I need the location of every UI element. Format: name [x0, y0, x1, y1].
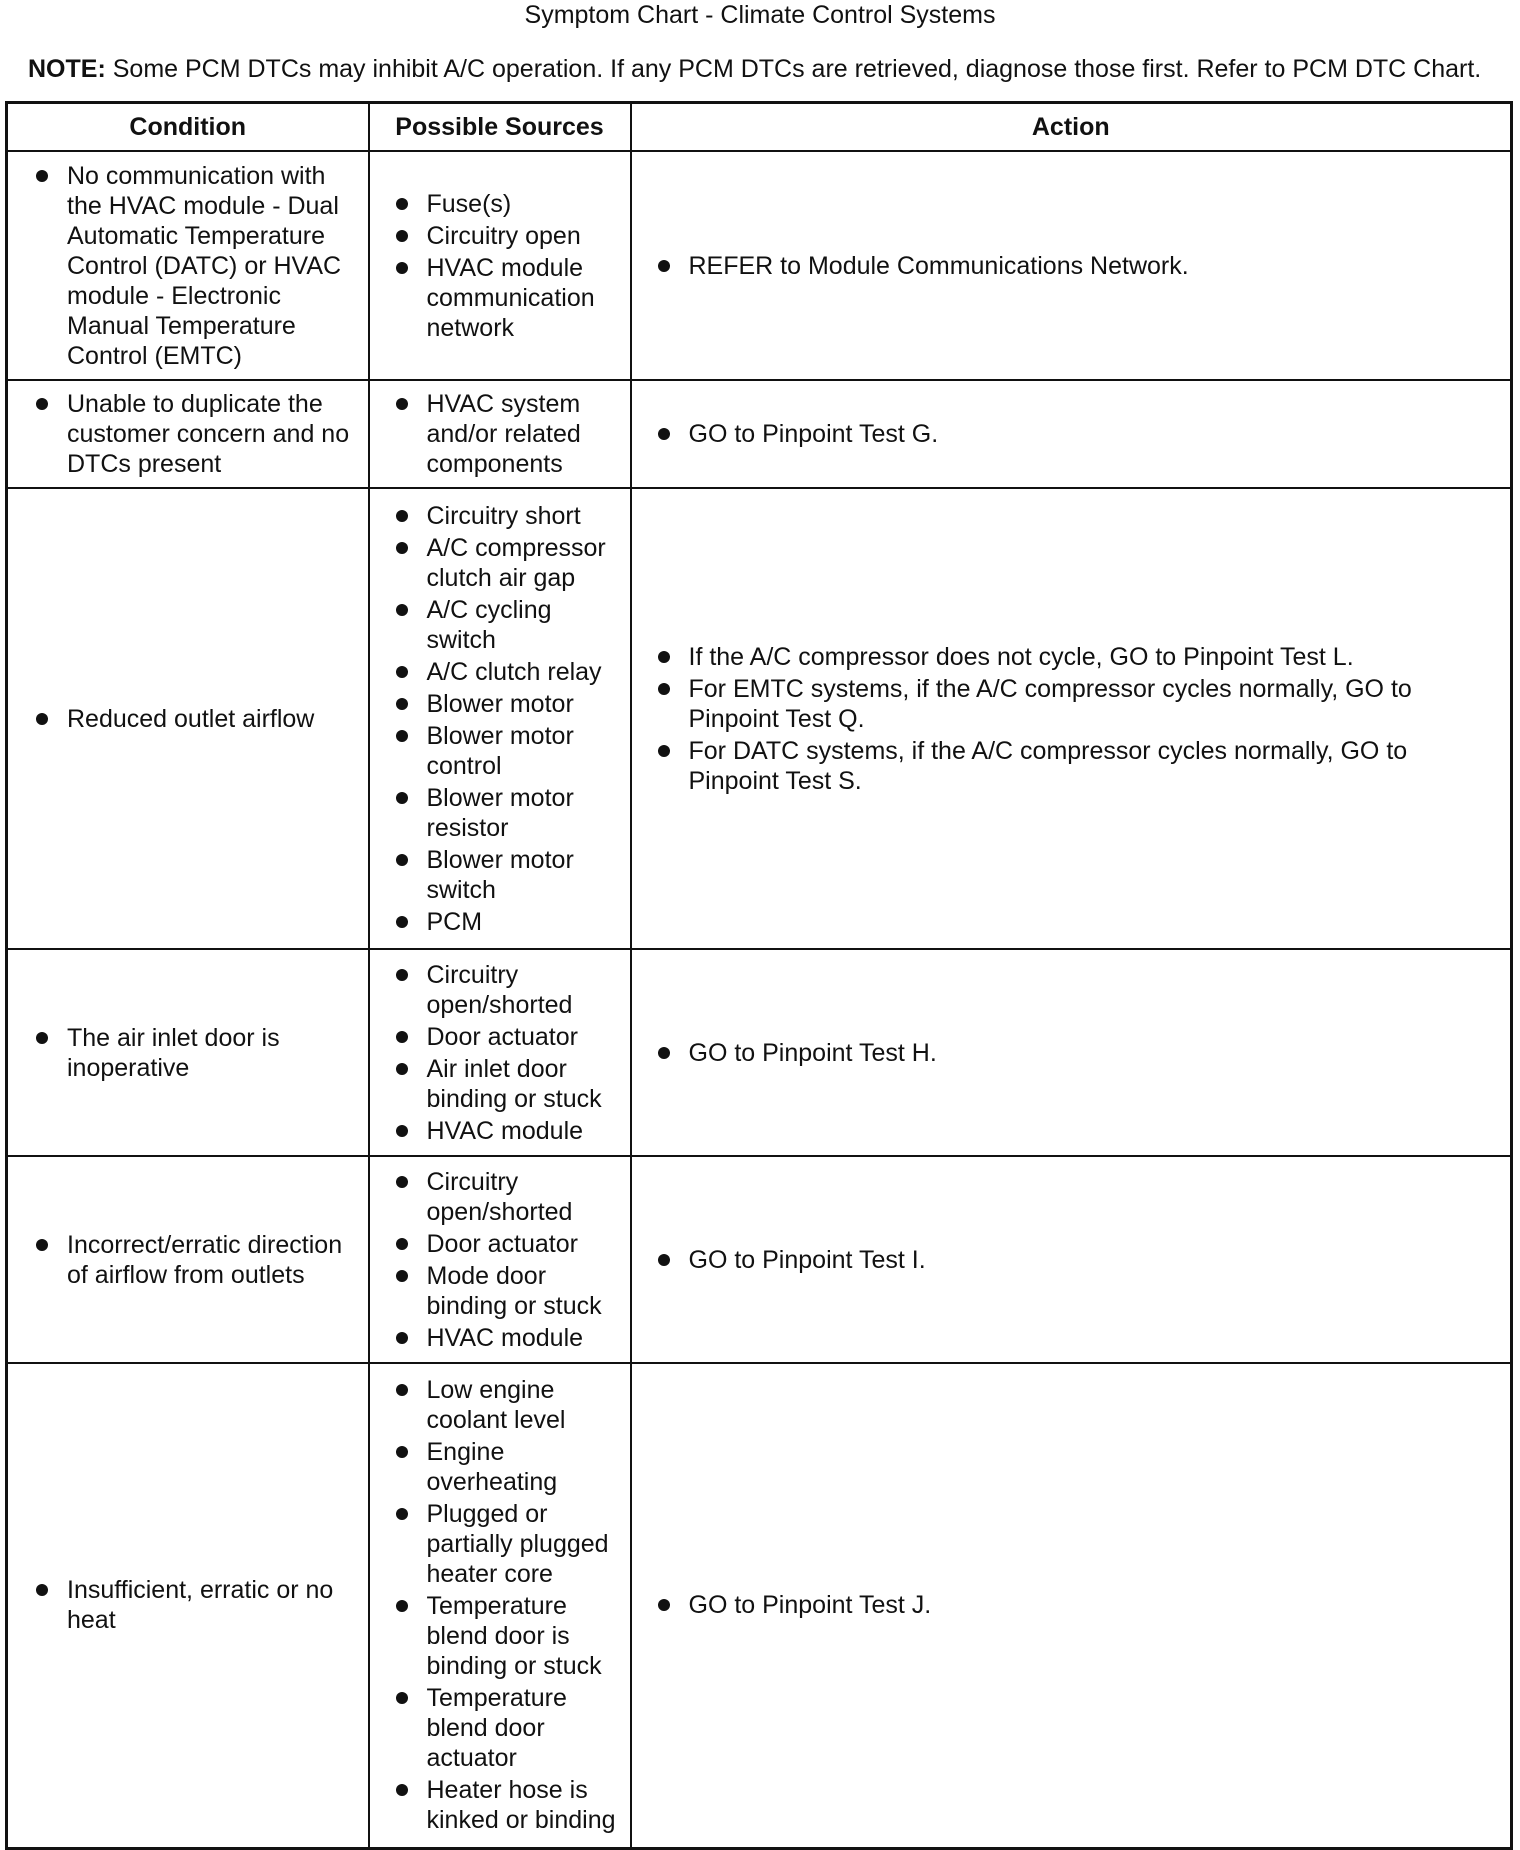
table-row: [7, 1363, 1512, 1848]
source-item: HVAC module communication network: [394, 253, 622, 343]
sources-cell: [369, 1156, 631, 1363]
source-item: Mode door binding or stuck: [394, 1261, 622, 1321]
note: [28, 54, 1508, 84]
source-item: Blower motor control: [394, 721, 622, 781]
symptom-chart-table: [5, 101, 1513, 1850]
sources-cell: [369, 380, 631, 488]
note-label: NOTE:: [28, 55, 106, 83]
source-item: Air inlet door binding or stuck: [394, 1054, 622, 1114]
table-row: [7, 949, 1512, 1156]
condition-cell: [7, 151, 369, 380]
action-item: For DATC systems, if the A/C compressor cycles normally, GO to Pinpoint Test S.: [656, 736, 1471, 796]
condition-item: The air inlet door is inoperative: [34, 1023, 354, 1083]
table-header-row: [7, 103, 1512, 152]
source-item: Blower motor: [394, 689, 622, 719]
header-action: Action: [631, 103, 1512, 152]
source-item: A/C compressor clutch air gap: [394, 533, 622, 593]
sources-cell: [369, 949, 631, 1156]
action-cell: [631, 380, 1512, 488]
header-possible-sources: Possible Sources: [369, 103, 631, 152]
source-item: HVAC module: [394, 1116, 622, 1146]
sources-cell: [369, 1363, 631, 1848]
condition-cell: [7, 1363, 369, 1848]
source-item: Door actuator: [394, 1022, 622, 1052]
source-item: HVAC system and/or related components: [394, 389, 622, 479]
condition-cell: [7, 488, 369, 949]
sources-cell: [369, 488, 631, 949]
source-item: HVAC module: [394, 1323, 622, 1353]
action-item: For EMTC systems, if the A/C compressor cycles normally, GO to Pinpoint Test Q.: [656, 674, 1471, 734]
action-cell: [631, 1156, 1512, 1363]
action-cell: [631, 949, 1512, 1156]
source-item: A/C clutch relay: [394, 657, 622, 687]
page-title: Symptom Chart - Climate Control Systems: [524, 1, 996, 29]
condition-item: Unable to duplicate the customer concern and no DTCs present: [34, 389, 354, 479]
condition-item: No communication with the HVAC module - Dual Automatic Temperature Control (DATC) or HVAC module - Electronic Manual Temperature Control (EMTC): [34, 161, 354, 371]
source-item: Circuitry open/shorted: [394, 1167, 622, 1227]
source-item: PCM: [394, 907, 622, 937]
action-item: If the A/C compressor does not cycle, GO to Pinpoint Test L.: [656, 642, 1471, 672]
condition-cell: [7, 1156, 369, 1363]
sources-cell: [369, 151, 631, 380]
source-item: Temperature blend door actuator: [394, 1683, 622, 1773]
source-item: Low engine coolant level: [394, 1375, 622, 1435]
action-item: GO to Pinpoint Test H.: [656, 1038, 1471, 1068]
table-row: [7, 380, 1512, 488]
condition-cell: [7, 949, 369, 1156]
action-item: GO to Pinpoint Test G.: [656, 419, 1471, 449]
source-item: Circuitry open: [394, 221, 622, 251]
condition-item: Insufficient, erratic or no heat: [34, 1575, 354, 1635]
condition-cell: [7, 380, 369, 488]
source-item: Engine overheating: [394, 1437, 622, 1497]
note-text: Some PCM DTCs may inhibit A/C operation. If any PCM DTCs are retrieved, diagnose those first. Refer to PCM DTC Chart.: [112, 55, 1482, 83]
source-item: Circuitry open/shorted: [394, 960, 622, 1020]
action-cell: [631, 1363, 1512, 1848]
source-item: Blower motor switch: [394, 845, 622, 905]
header-condition: Condition: [7, 103, 369, 152]
action-item: GO to Pinpoint Test I.: [656, 1245, 1471, 1275]
source-item: A/C cycling switch: [394, 595, 622, 655]
source-item: Fuse(s): [394, 189, 622, 219]
condition-item: Reduced outlet airflow: [34, 704, 354, 734]
source-item: Blower motor resistor: [394, 783, 622, 843]
action-item: GO to Pinpoint Test J.: [656, 1590, 1471, 1620]
table-row: [7, 1156, 1512, 1363]
action-cell: [631, 151, 1512, 380]
source-item: Door actuator: [394, 1229, 622, 1259]
table-row: [7, 151, 1512, 380]
source-item: Temperature blend door is binding or stuck: [394, 1591, 622, 1681]
action-item: REFER to Module Communications Network.: [656, 251, 1471, 281]
source-item: Heater hose is kinked or binding: [394, 1775, 622, 1835]
table-row: [7, 488, 1512, 949]
condition-item: Incorrect/erratic direction of airflow from outlets: [34, 1230, 354, 1290]
source-item: Plugged or partially plugged heater core: [394, 1499, 622, 1589]
action-cell: [631, 488, 1512, 949]
source-item: Circuitry short: [394, 501, 622, 531]
